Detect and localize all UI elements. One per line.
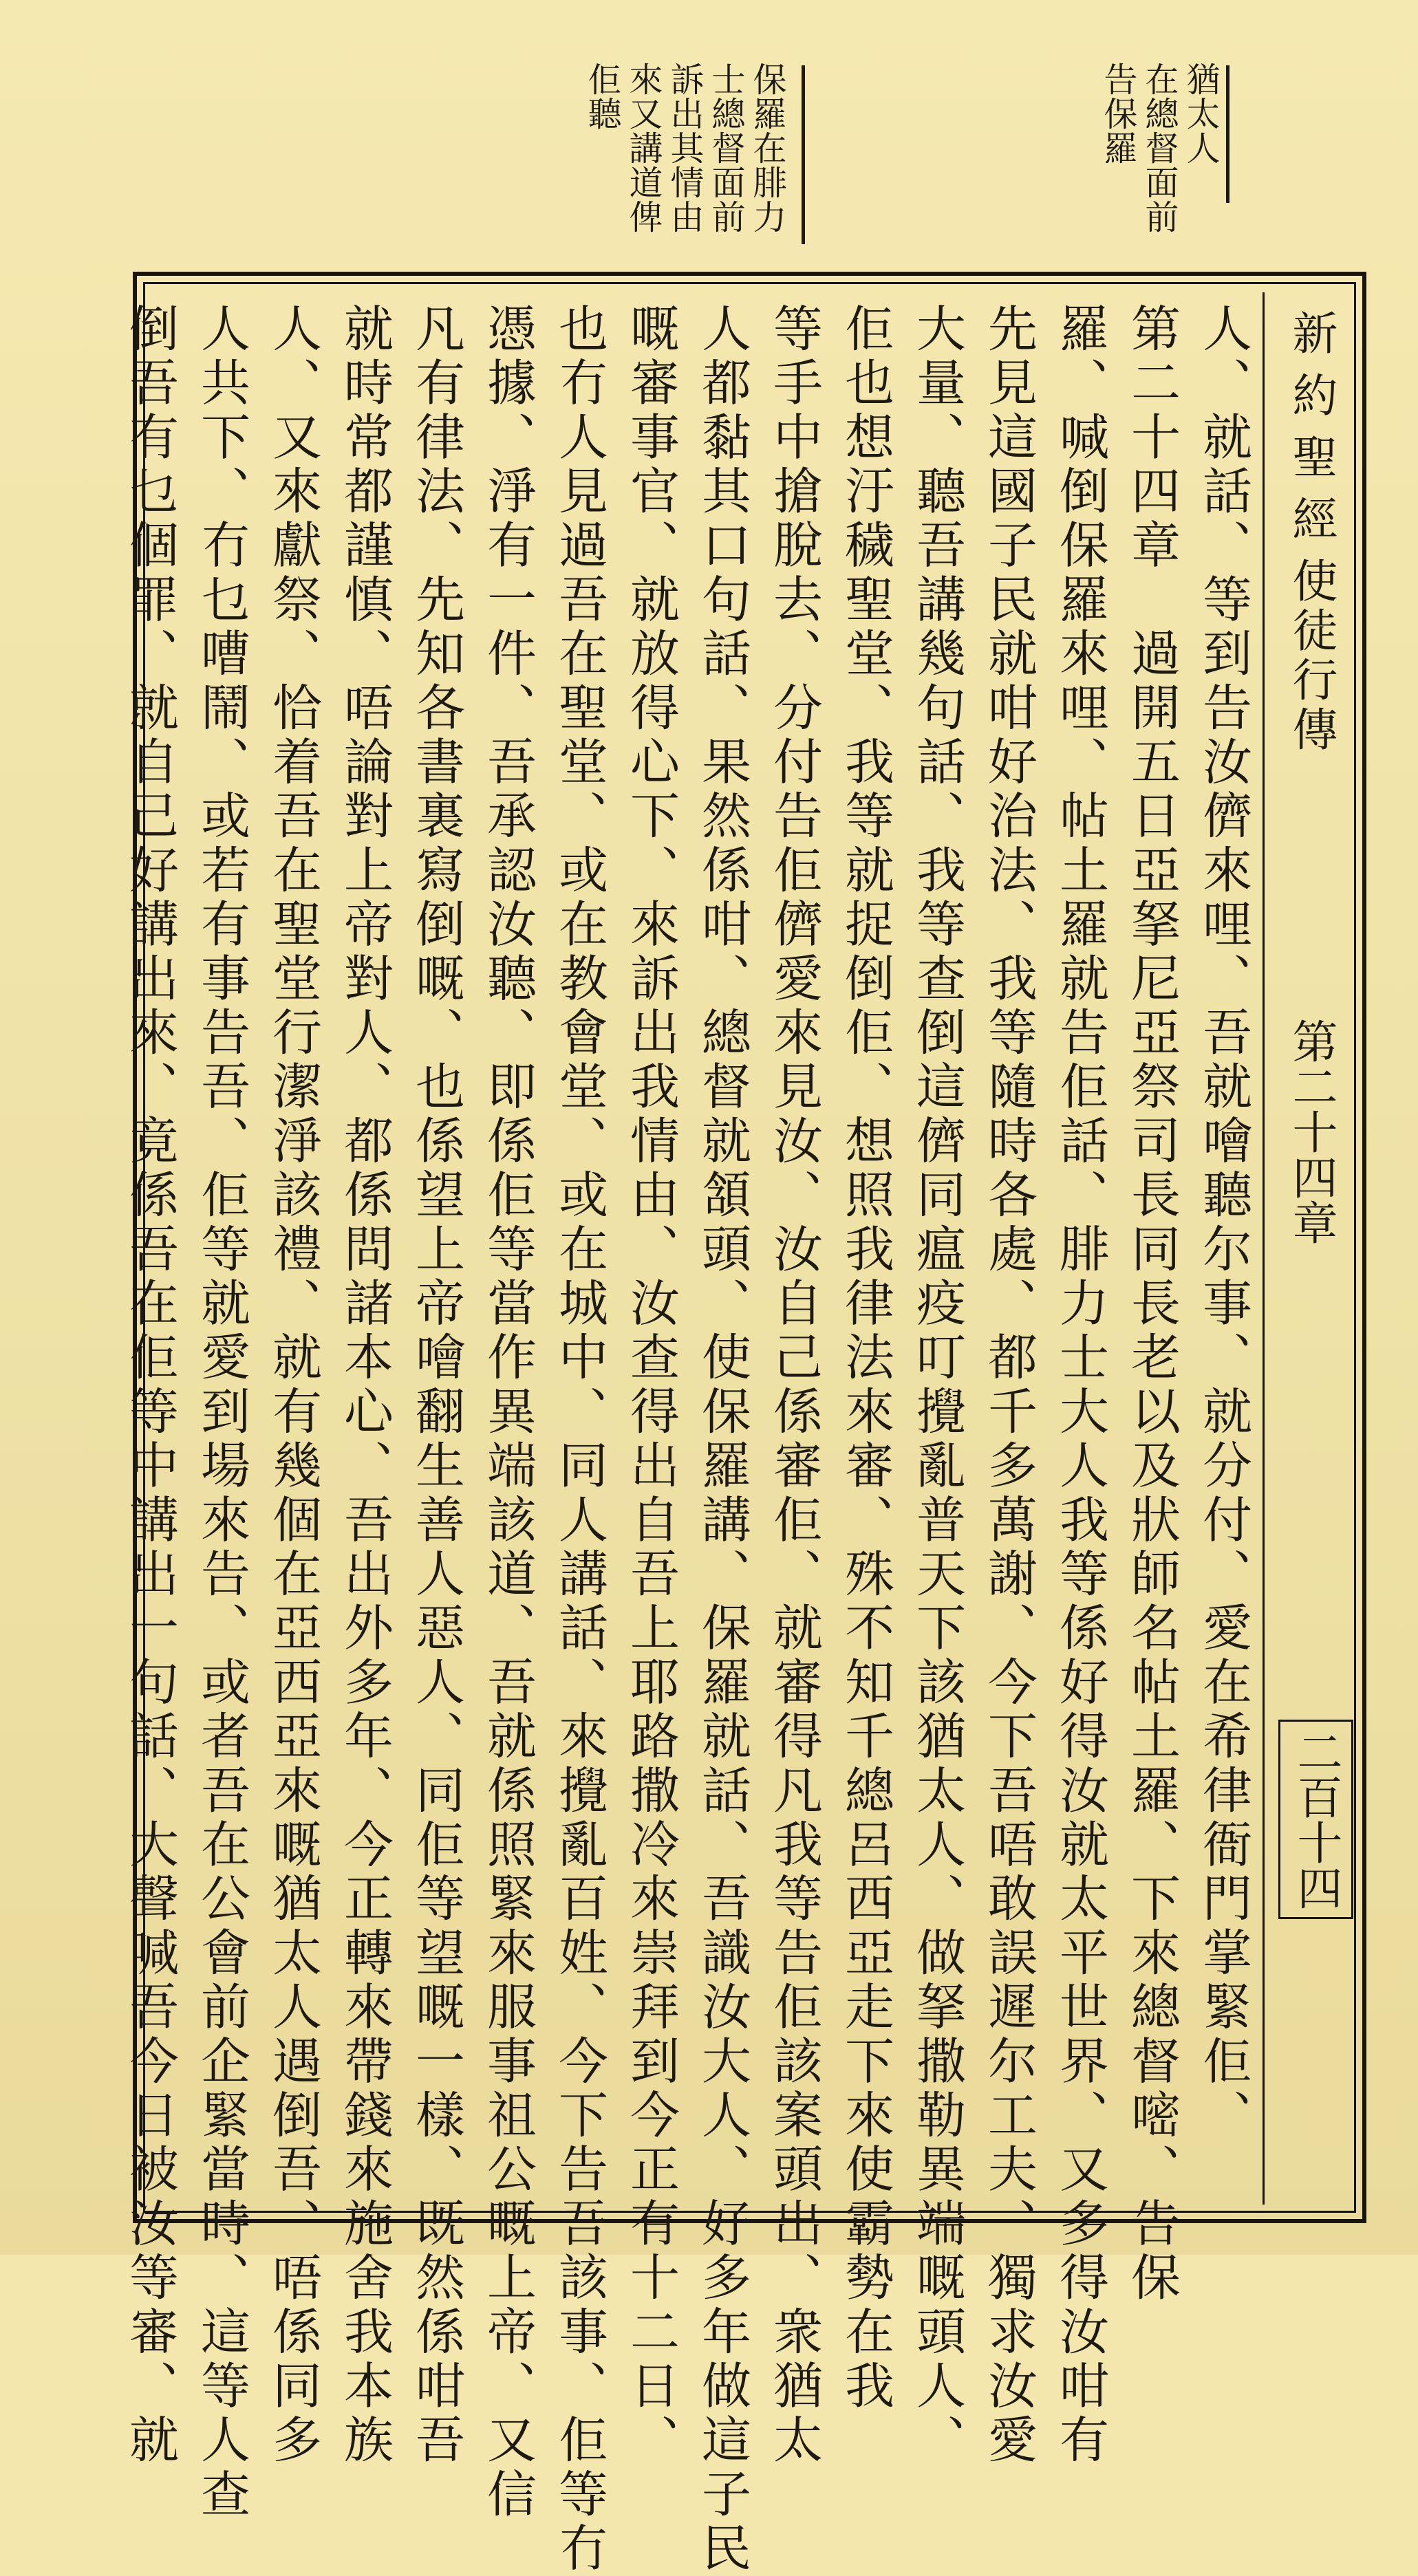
text-column: 先見這國子民就咁好治法、我等隨時各處、都千多萬謝、今下吾唔敢誤遲尔工夫、獨求汝愛 [980,303,1038,2468]
text-column: 佢也想汙穢聖堂、我等就捉倒佢、想照我律法來審、殊不知千總呂西亞走下來使霸勢在我 [837,303,894,2414]
text-column: 羅、喊倒保羅來哩、帖土羅就告佢話、腓力士大人我等係好得汝就太平世界、又多得汝咁有 [1051,303,1109,2468]
text-column: 人、就話、等到告汝儕來哩、吾就噲聽尔事、就分付、愛在希律衙門掌緊佢、 [1194,303,1252,2143]
text-column: 就時常都謹慎、唔論對上帝對人、都係問諸本心、吾出外多年、今正轉來帶錢來施舍我本族 [336,303,394,2468]
bleed-through-text [193,62,234,289]
text-column: 也冇人見過吾在聖堂、或在教會堂、或在城中、同人講話、來攪亂百姓、今下告吾該事、佢等冇 [550,303,608,2576]
text-column: 凡有律法、先知各書裏寫倒嘅、也係望上帝噲翻生善人惡人、同佢等望嘅一樣、既然係咁吾 [407,303,465,2468]
text-column: 等手中搶脫去、分付告佢儕愛來見汝、汝自己係審佢、就審得凡我等告佢該案頭出、衆猶太 [765,303,823,2468]
headnote-accusation: 猶太人 在總督面前 告保羅 [1099,62,1221,234]
page-number: 二百十四 [1278,1720,1353,1919]
running-head-book: 新約聖經 [1285,310,1338,557]
running-head-chapter: 第二十四章 [1285,1018,1338,1245]
headnote-bar [1226,65,1229,203]
text-column: 人、又來獻祭、恰着吾在聖堂行潔淨該禮、就有幾個在亞西亞來嘅猶太人遇倒吾、唔係同多 [264,303,322,2468]
text-column: 人都黏其口句話、果然係咁、總督就頷頭、使保羅講、保羅就話、吾識汝大人、好多年做這子民 [694,303,751,2576]
text-column: 人共下、冇乜嘈鬧、或若有事告吾、佢等就愛到場來告、或者吾在公會前企緊當時、這等人查 [193,303,250,2522]
text-column: 倒吾有乜個罪、就自己好講出來、竟係吾在佢等中講出一句話、大聲喊吾今日被汝等審、就 [121,303,179,2468]
body-text [121,303,1259,2576]
headnote-bar [802,65,805,244]
text-column: 嘅審事官、就放得心下、來訴出我情由、汝查得出自吾上耶路撒冷來崇拜到今正有十二日、 [622,303,680,2468]
running-head-section: 使徒行傳 [1285,557,1338,755]
text-column: 大量、聽吾講幾句話、我等查倒這儕同瘟疫叮攪亂普天下該猶太人、做拏撒勒異端嘅頭人、 [908,303,966,2468]
text-column: 第二十四章 過開五日亞拏尼亞祭司長同長老以及狀師名帖土羅、下來總督嘧、告保 [1123,303,1181,2306]
text-column: 憑據、淨有一件、吾承認汝聽、即係佢等當作異端該道、吾就係照緊來服事祖公嘅上帝、又信 [479,303,537,2522]
headnote-defense: 保羅在腓力 士總督面前 訴出其情由 來又講道俾 佢聽 [583,62,787,234]
